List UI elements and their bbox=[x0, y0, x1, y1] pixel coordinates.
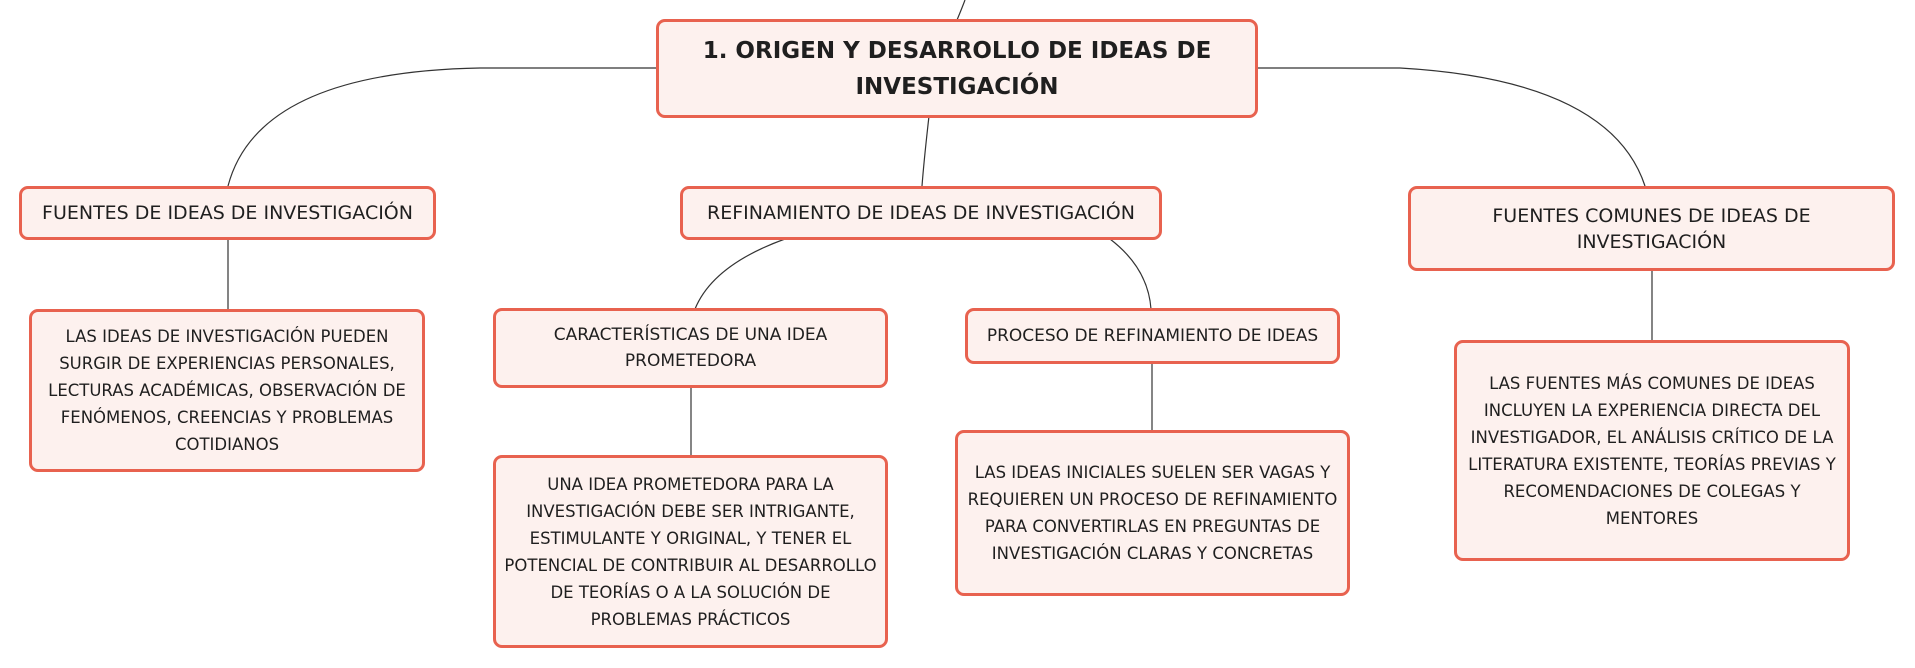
node-caracteristicas[interactable] bbox=[493, 308, 888, 388]
node-fuentes-detail[interactable] bbox=[29, 309, 425, 472]
connector-parent-root bbox=[957, 0, 965, 20]
node-fuentes-label: FUENTES DE IDEAS DE INVESTIGACIÓN bbox=[42, 202, 413, 224]
connector-root-refinamiento bbox=[922, 116, 929, 186]
connector-refinamiento-proceso bbox=[1110, 239, 1151, 309]
node-caracteristicas-label: CARACTERÍSTICAS DE UNA IDEA PROMETEDORA bbox=[553, 325, 828, 371]
node-proceso-label: PROCESO DE REFINAMIENTO DE IDEAS bbox=[986, 326, 1319, 346]
node-caracteristicas-detail[interactable] bbox=[493, 455, 888, 648]
node-refinamiento[interactable] bbox=[680, 186, 1162, 240]
node-fuentes[interactable] bbox=[19, 186, 436, 240]
node-comunes-label: FUENTES COMUNES DE IDEAS DE INVESTIGACIÓN bbox=[1492, 204, 1811, 253]
connector-root-comunes bbox=[1256, 68, 1645, 186]
node-proceso-detail-text: LAS IDEAS INICIALES SUELEN SER VAGAS Y REQUIEREN UN PROCESO DE REFINAMIENTO PARA CONVERTIRLAS EN PREGUNTAS DE INVESTIGACIÓN CLARAS Y CONCRETAS bbox=[967, 463, 1338, 563]
root-node[interactable] bbox=[656, 19, 1258, 118]
node-proceso[interactable] bbox=[965, 308, 1340, 364]
node-proceso-detail[interactable] bbox=[955, 430, 1350, 596]
node-fuentes-detail-text: LAS IDEAS DE INVESTIGACIÓN PUEDEN SURGIR DE EXPERIENCIAS PERSONALES, LECTURAS ACADÉMICAS, OBSERVACIÓN DE FENÓMENOS, CREENCIAS Y PROBLEMAS COTIDIANOS bbox=[48, 327, 406, 454]
connector-root-fuentes bbox=[228, 68, 657, 186]
node-comunes[interactable] bbox=[1408, 186, 1895, 271]
node-refinamiento-label: REFINAMIENTO DE IDEAS DE INVESTIGACIÓN bbox=[707, 202, 1135, 224]
root-label: 1. ORIGEN Y DESARROLLO DE IDEAS DE INVESTIGACIÓN bbox=[702, 37, 1212, 100]
connector-refinamiento-caracteristicas bbox=[695, 239, 785, 309]
node-comunes-detail-text: LAS FUENTES MÁS COMUNES DE IDEAS INCLUYEN LA EXPERIENCIA DIRECTA DEL INVESTIGADOR, EL ANÁLISIS CRÍTICO DE LA LITERATURA EXISTENTE, TEORÍAS PREVIAS Y RECOMENDACIONES DE COLEGAS Y MENTORES bbox=[1468, 373, 1836, 528]
node-caracteristicas-detail-text: UNA IDEA PROMETEDORA PARA LA INVESTIGACIÓN DEBE SER INTRIGANTE, ESTIMULANTE Y ORIGINAL, Y TENER EL POTENCIAL DE CONTRIBUIR AL DESARROLLO DE TEORÍAS O A LA SOLUCIÓN DE PROBLEMAS PRÁCTICOS bbox=[504, 474, 877, 629]
node-comunes-detail[interactable] bbox=[1454, 340, 1850, 561]
